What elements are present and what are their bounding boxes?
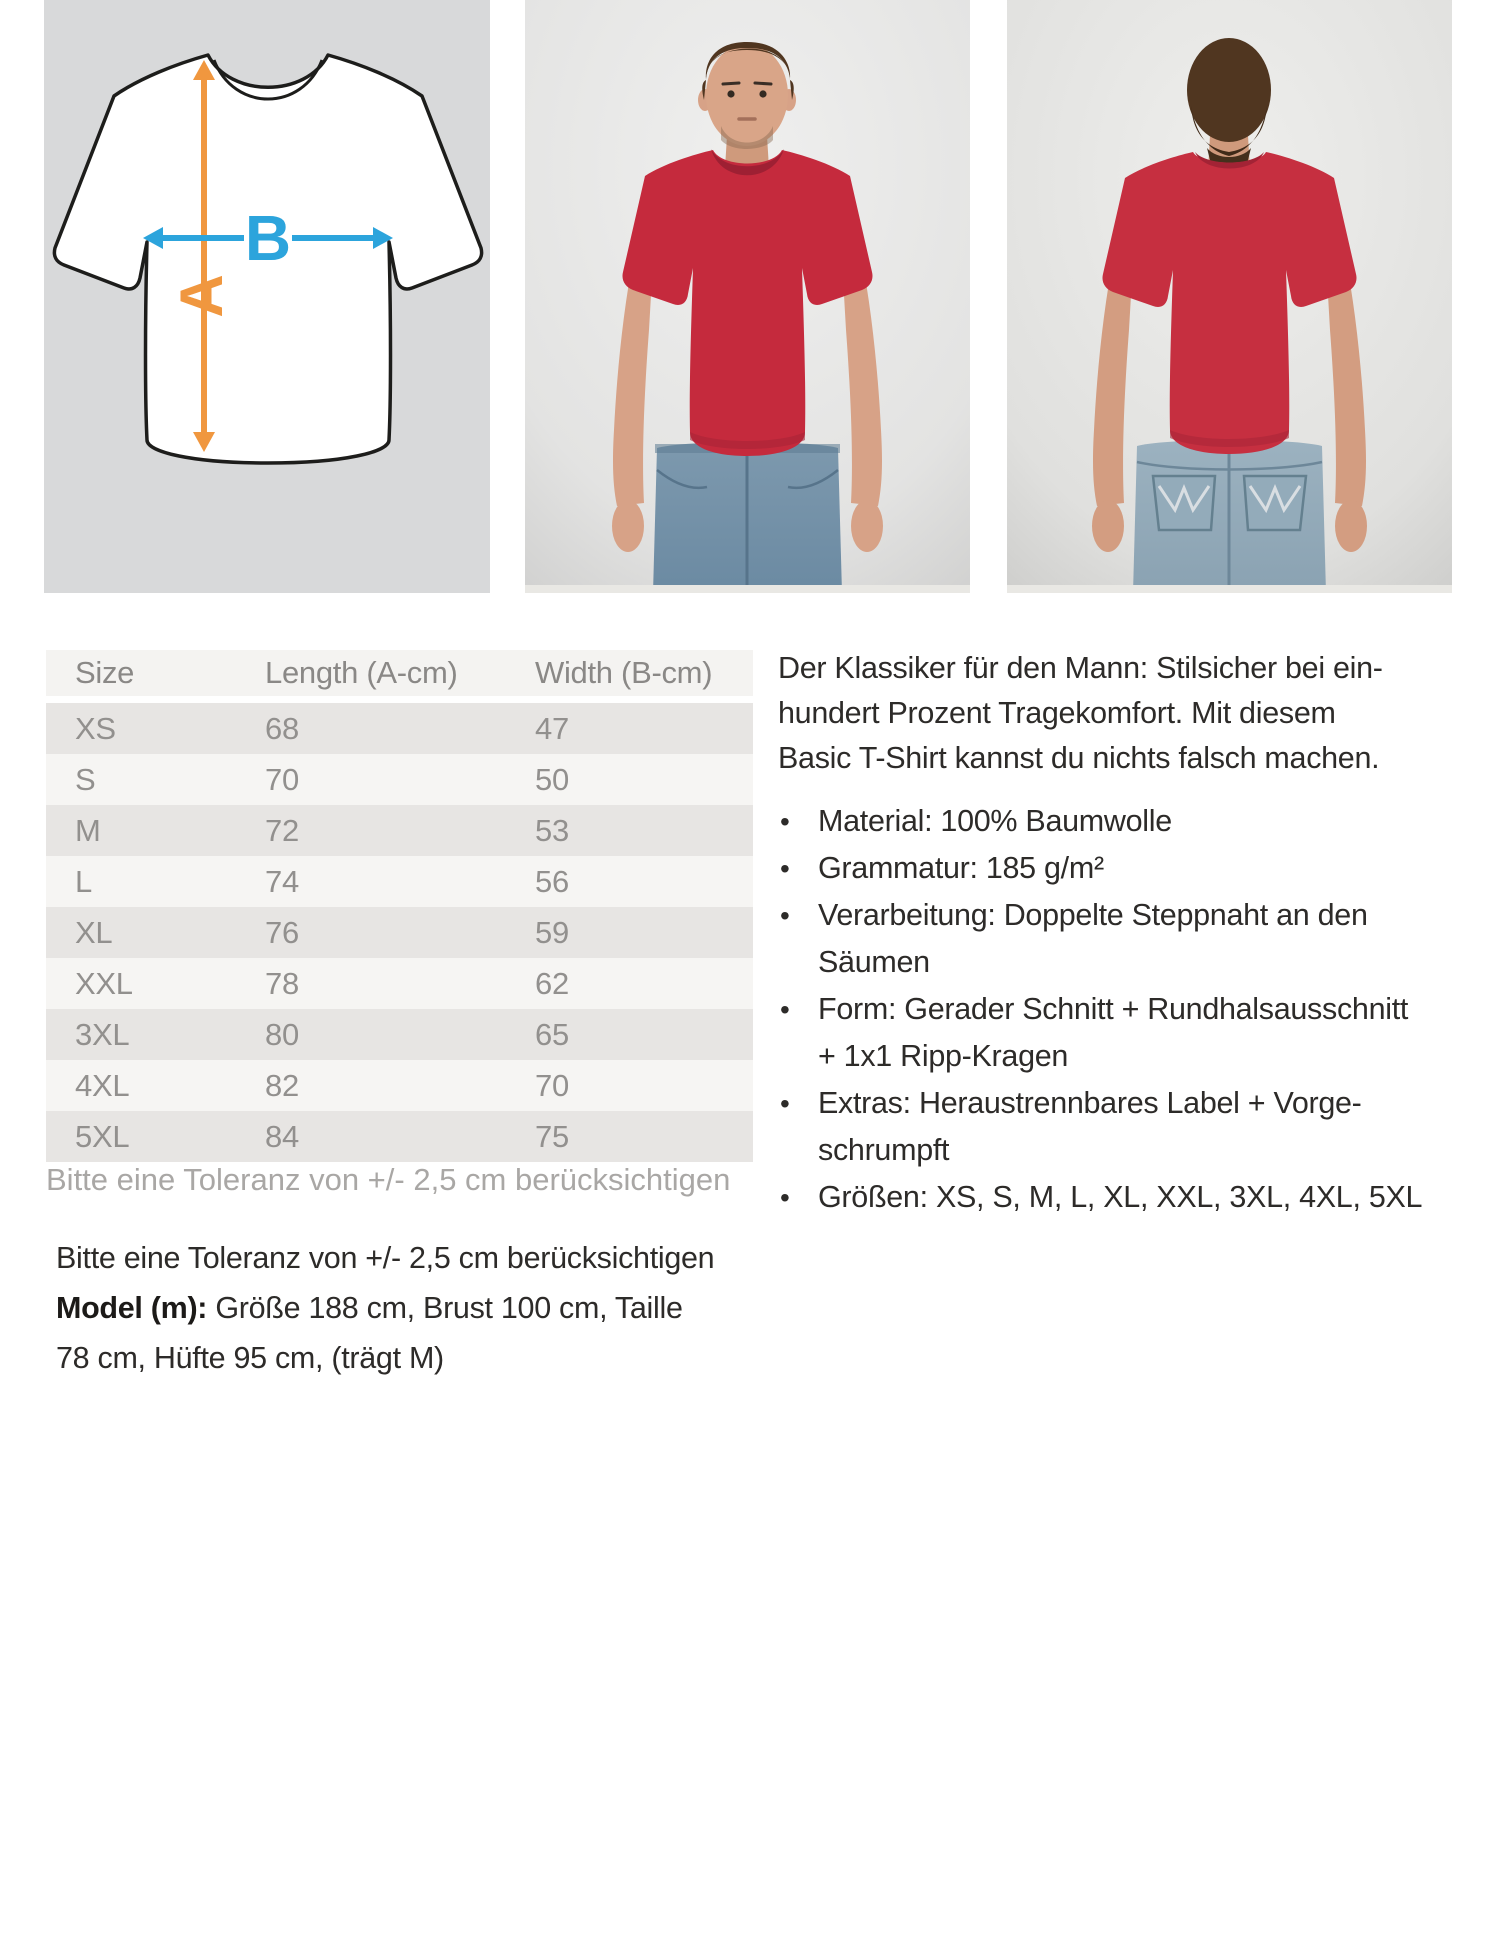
length-label: A (168, 274, 235, 318)
column-header-width: Width (B-cm) (535, 655, 713, 690)
width-value: 75 (535, 1118, 569, 1154)
model-info-line: 78 cm, Hüfte 95 cm, (trägt M) (56, 1341, 444, 1375)
size-table-header (46, 650, 753, 696)
table-row (46, 1009, 753, 1060)
intro-line: hundert Prozent Tragekomfort. Mit diesem (778, 696, 1336, 730)
column-header-length: Length (A-cm) (265, 655, 458, 690)
jeans-back (1133, 440, 1326, 593)
width-value: 56 (535, 863, 569, 899)
width-value: 53 (535, 812, 569, 848)
table-row (46, 1111, 753, 1162)
width-value: 62 (535, 965, 569, 1001)
bullet-icon: • (780, 994, 790, 1025)
list-item (778, 845, 1483, 892)
size-value: M (75, 812, 101, 848)
measurement-notes (56, 1233, 716, 1383)
clipped-text-row: Bitte eine Toleranz von +/- 2,5 cm berücksichtigen (46, 1162, 731, 1197)
size-diagram-image (44, 0, 490, 593)
length-value: 74 (265, 863, 299, 899)
model-front-illustration (525, 0, 970, 593)
width-value: 70 (535, 1067, 569, 1103)
back-pocket-left (1153, 476, 1215, 530)
table-row (46, 703, 753, 754)
list-item (778, 1174, 1483, 1221)
width-label: B (244, 202, 292, 274)
bullet-icon: • (780, 1182, 790, 1213)
list-item-text: Extras: Heraustrennbares Label + Vorge- (818, 1086, 1362, 1120)
model-measurements: Größe 188 cm, Brust 100 cm, Taille (207, 1291, 683, 1325)
column-header-size: Size (75, 655, 135, 690)
tshirt-measurement-diagram (44, 0, 490, 593)
photo-bottom-strip (525, 585, 970, 593)
length-value: 72 (265, 812, 299, 848)
feature-list (778, 798, 1483, 1221)
list-item (778, 986, 1483, 1080)
width-value: 59 (535, 914, 569, 950)
photo-bottom-strip (1007, 585, 1452, 593)
width-value: 65 (535, 1016, 569, 1052)
length-value: 82 (265, 1067, 299, 1103)
jeans (653, 442, 842, 593)
tolerance-note: Bitte eine Toleranz von +/- 2,5 cm berücksichtigen (56, 1241, 715, 1275)
length-value: 68 (265, 710, 299, 746)
size-value: L (75, 863, 92, 899)
size-table (46, 650, 753, 1162)
table-row (46, 907, 753, 958)
model-back-photo (1007, 0, 1452, 593)
list-item-text: Verarbeitung: Doppelte Steppnaht an den (818, 898, 1368, 932)
table-row (46, 856, 753, 907)
size-value: XS (75, 710, 116, 746)
product-description (778, 646, 1483, 1221)
size-value: XXL (75, 965, 133, 1001)
size-value: XL (75, 914, 113, 950)
header-gap (46, 696, 753, 703)
list-item-text: Säumen (818, 945, 930, 979)
table-row (46, 805, 753, 856)
model-front-photo (525, 0, 970, 593)
list-item (778, 798, 1483, 845)
model-info-line (56, 1283, 716, 1333)
list-item-text: Grammatur: 185 g/m² (818, 851, 1104, 885)
list-item-text: Größen: XS, S, M, L, XL, XXL, 3XL, 4XL, 5XL (818, 1180, 1423, 1214)
back-pocket-right (1244, 476, 1306, 530)
list-item-text: Material: 100% Baumwolle (818, 804, 1172, 838)
width-value: 47 (535, 710, 569, 746)
width-value: 50 (535, 761, 569, 797)
size-value: 5XL (75, 1118, 130, 1154)
list-item-text: Form: Gerader Schnitt + Rundhalsausschnitt (818, 992, 1409, 1026)
list-item (778, 1080, 1483, 1174)
bullet-icon: • (780, 1088, 790, 1119)
size-value: S (75, 761, 96, 797)
list-item-text: + 1x1 Ripp-Kragen (818, 1039, 1069, 1073)
size-value: 4XL (75, 1067, 130, 1103)
intro-line: Der Klassiker für den Mann: Stilsicher bei ein- (778, 651, 1383, 685)
bullet-icon: • (780, 806, 790, 837)
length-value: 70 (265, 761, 299, 797)
model-label: Model (m): (56, 1291, 208, 1325)
table-row (46, 754, 753, 805)
intro-line: Basic T-Shirt kannst du nichts falsch machen. (778, 741, 1380, 775)
length-value: 84 (265, 1118, 299, 1154)
length-value: 80 (265, 1016, 299, 1052)
length-value: 76 (265, 914, 299, 950)
bullet-icon: • (780, 900, 790, 931)
list-item-text: schrumpft (818, 1133, 950, 1167)
bullet-icon: • (780, 853, 790, 884)
list-item (778, 892, 1483, 986)
length-value: 78 (265, 965, 299, 1001)
table-row (46, 1060, 753, 1111)
table-row (46, 958, 753, 1009)
model-back-illustration (1007, 0, 1452, 593)
size-value: 3XL (75, 1016, 130, 1052)
